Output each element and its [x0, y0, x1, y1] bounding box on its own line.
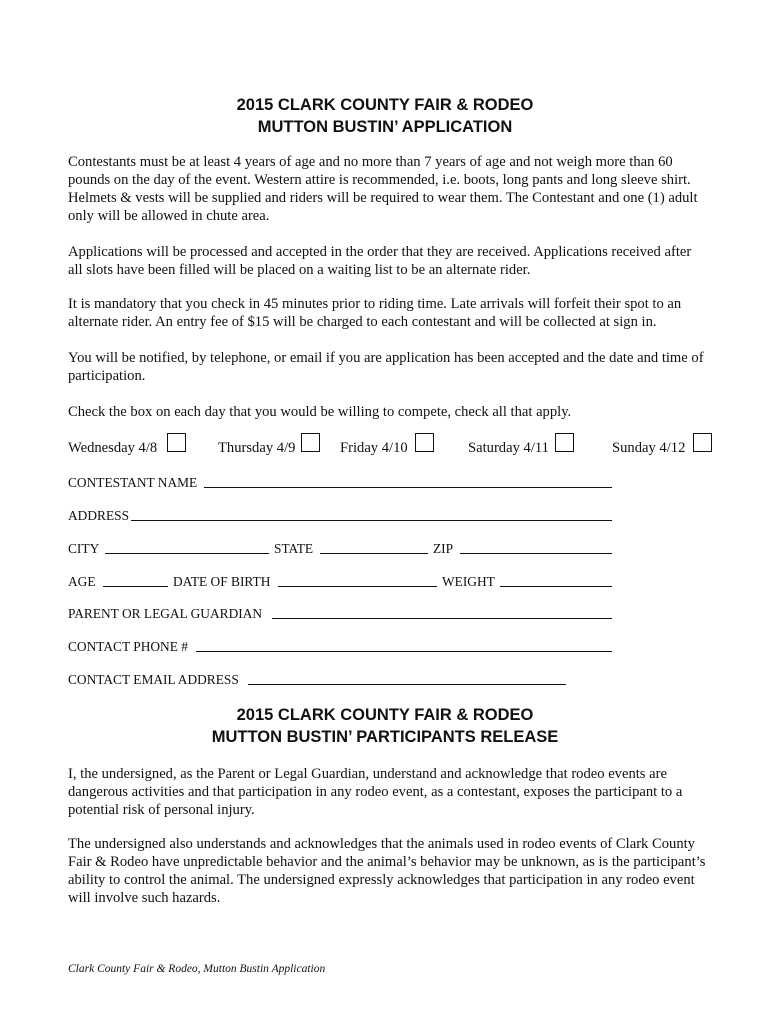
- day-label-friday: Friday 4/10: [340, 440, 408, 456]
- contact-phone-field[interactable]: [196, 651, 612, 652]
- release-animals-paragraph: The undersigned also understands and acknowledges that the animals used in rodeo events of Clark County Fair & Rodeo have unpredictable behavior and the animal’s behavior may be unknown, as is the participant’s ability to control the animal. The undersigned expressly acknowledges that participation in any rodeo event will involve such hazards.: [68, 836, 706, 906]
- city-label: CITY: [68, 541, 100, 556]
- parent-guardian-field[interactable]: [272, 618, 612, 619]
- checkbox-friday[interactable]: [415, 433, 434, 452]
- release-title: [0, 704, 770, 748]
- state-field[interactable]: [320, 553, 428, 554]
- zip-field[interactable]: [460, 553, 612, 554]
- city-field[interactable]: [105, 553, 269, 554]
- parent-guardian-label: PARENT OR LEGAL GUARDIAN: [68, 606, 263, 621]
- application-title-line1: 2015 CLARK COUNTY FAIR & RODEO: [236, 96, 534, 114]
- age-field[interactable]: [103, 586, 168, 587]
- page-footer: Clark County Fair & Rodeo, Mutton Bustin Application: [68, 963, 326, 975]
- checkbox-wednesday[interactable]: [167, 433, 186, 452]
- check-in-paragraph: It is mandatory that you check in 45 minutes prior to riding time. Late arrivals will forfeit their spot to an alternate rider. An entry fee of $15 will be charged to each contestant and will be collected at sign in.: [68, 296, 682, 330]
- address-label: ADDRESS: [68, 508, 130, 523]
- day-label-wednesday: Wednesday 4/8: [68, 440, 158, 456]
- contact-email-label: CONTACT EMAIL ADDRESS: [68, 672, 239, 687]
- notification-paragraph: You will be notified, by telephone, or email if you are application has been accepted and the date and time of participation.: [68, 350, 704, 384]
- day-label-saturday: Saturday 4/11: [468, 440, 549, 456]
- checkbox-saturday[interactable]: [555, 433, 574, 452]
- weight-label: WEIGHT: [442, 574, 495, 589]
- release-title-line2: MUTTON BUSTIN’ PARTICIPANTS RELEASE: [211, 728, 559, 746]
- release-title-line1: 2015 CLARK COUNTY FAIR & RODEO: [236, 706, 534, 724]
- day-label-thursday: Thursday 4/9: [218, 440, 296, 456]
- check-days-instruction: Check the box on each day that you would be willing to compete, check all that apply.: [68, 404, 572, 420]
- weight-field[interactable]: [500, 586, 612, 587]
- contact-phone-label: CONTACT PHONE #: [68, 639, 188, 654]
- contact-email-field[interactable]: [248, 684, 566, 685]
- date-of-birth-field[interactable]: [278, 586, 437, 587]
- zip-label: ZIP: [433, 541, 454, 556]
- eligibility-paragraph: Contestants must be at least 4 years of age and no more than 7 years of age and not weigh more than 60 pounds on the day of the event. Western attire is recommended, i.e. boots, long pants and long sleeve shirt. Helmets & vests will be supplied and riders will be required to wear them. The Contestant and one (1) adult only will be allowed in chute area.: [68, 154, 698, 224]
- checkbox-thursday[interactable]: [301, 433, 320, 452]
- state-label: STATE: [274, 541, 314, 556]
- processing-paragraph: Applications will be processed and accepted in the order that they are received. Applications received after all slots have been filled will be placed on a waiting list to be an alternate rider.: [68, 244, 692, 278]
- application-title: [0, 94, 770, 138]
- day-label-sunday: Sunday 4/12: [612, 440, 686, 456]
- date-of-birth-label: DATE OF BIRTH: [173, 574, 271, 589]
- contestant-name-field[interactable]: [204, 487, 612, 488]
- application-title-line2: MUTTON BUSTIN’ APPLICATION: [257, 118, 513, 136]
- age-label: AGE: [68, 574, 96, 589]
- checkbox-sunday[interactable]: [693, 433, 712, 452]
- release-risk-paragraph: I, the undersigned, as the Parent or Legal Guardian, understand and acknowledge that rodeo events are dangerous activities and that participation in any rodeo event, as a contestant, exposes the participant to a potential risk of personal injury.: [68, 766, 683, 818]
- contestant-name-label: CONTESTANT NAME: [68, 475, 198, 490]
- address-field[interactable]: [131, 520, 612, 521]
